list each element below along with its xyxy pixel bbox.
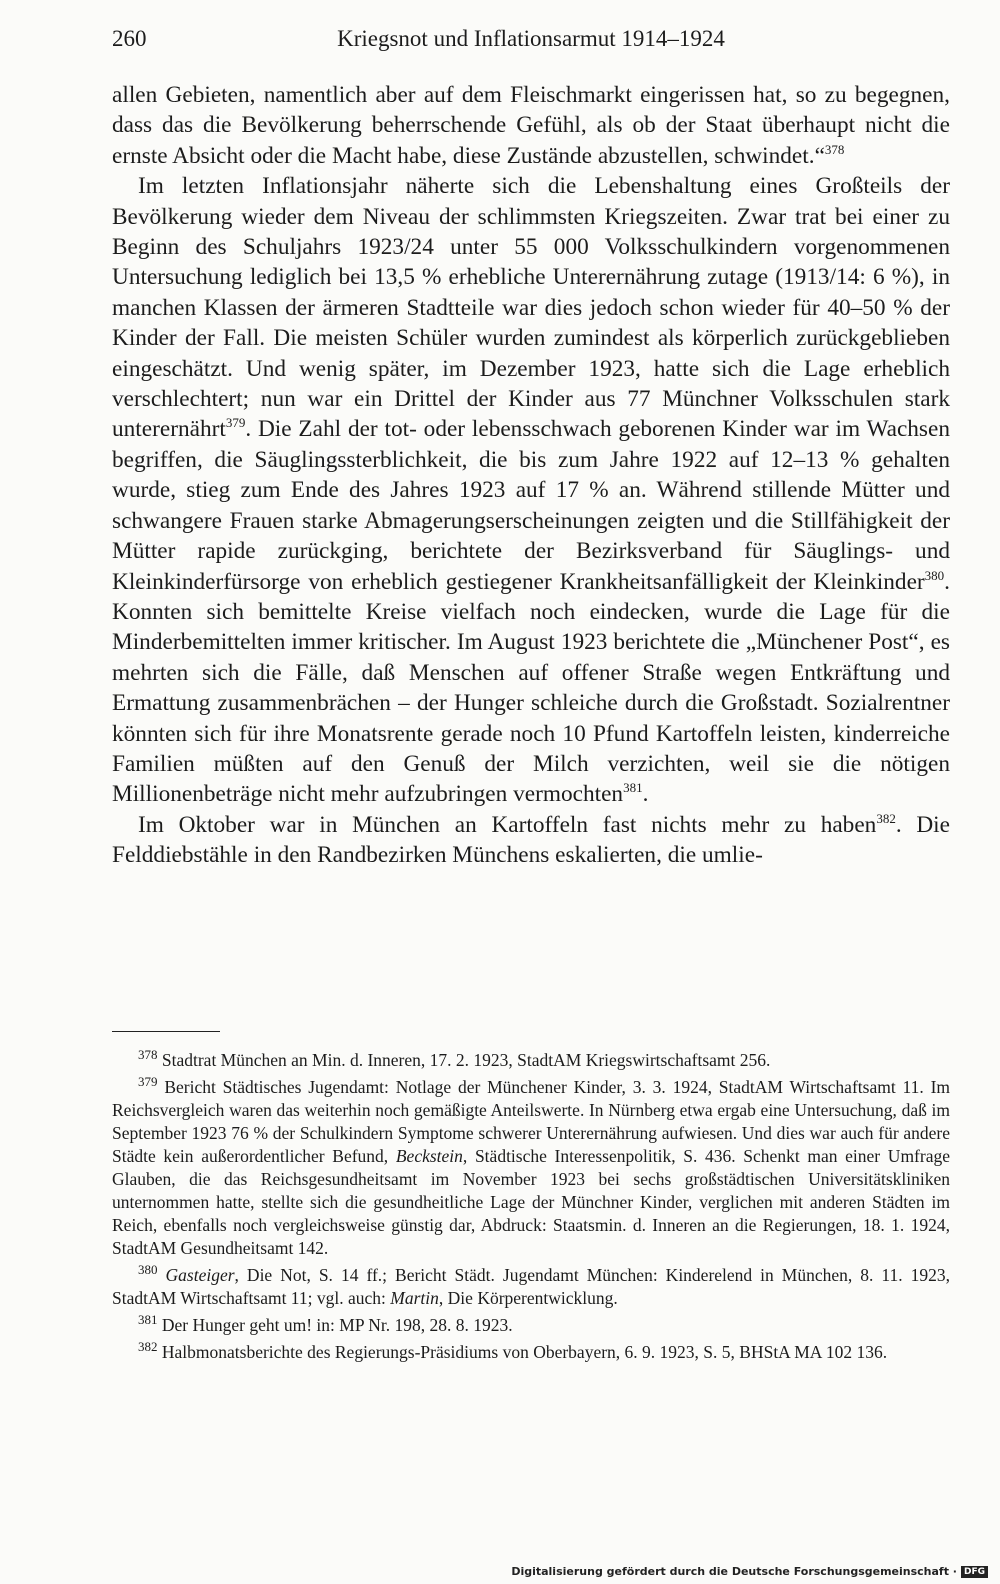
footnote-author: Beckstein (395, 1146, 463, 1166)
paragraph-2-text-c: . Konnten sich bemittelte Kreise vielfach noch eindecken, wurde die Lage für die Minderbemittelten immer kritischer. Im August 1923 berichtete die „Münchener Post“, es mehrten sich die Fälle, daß Menschen auf offener Straße wegen Entkräftung und Ermattung zusammenbrächen – der Hunger schleiche durch die Großstadt. Sozialrentner könnten sich für ihre Monatsrente gerade noch 10 Pfund Kartoffeln leisten, kinderreiche Familien müßten auf den Genuß der Milch verzichten, weil sie die nötigen Millionenbeträge nicht mehr aufzubringen vermochten (112, 568, 950, 808)
footnote-ref-378[interactable]: 378 (824, 142, 845, 158)
footnote-ref-381[interactable]: 381 (623, 780, 643, 796)
paragraph-3-text-b: . Die Felddiebstähle in den Randbezirken Münchens eskalierten, die umlie- (112, 811, 950, 869)
paragraph-2 (112, 171, 950, 810)
paragraph-1 (112, 80, 950, 171)
footnote-text: , Die Körperentwicklung. (438, 1288, 618, 1308)
paragraph-1-text: allen Gebieten, namentlich aber auf dem Fleischmarkt eingerissen hat, so zu begegnen, dass das die Bevölkerung beherrschende Gefühl, als ob der Staat überhaupt nicht die ernste Absicht oder die Macht habe, diese Zustände abzustellen, schwindet.“ (112, 82, 950, 169)
footnote-text: Der Hunger geht um! in: MP Nr. 198, 28. 8. 1923. (161, 1315, 513, 1335)
footnote-380 (112, 1264, 950, 1310)
footnote-ref-379[interactable]: 379 (225, 415, 246, 431)
footnote-ref-382[interactable]: 382 (876, 810, 896, 826)
footnote-number: 382 (138, 1339, 158, 1355)
footnote-ref-380[interactable]: 380 (924, 567, 945, 583)
footnote-number: 380 (138, 1262, 158, 1278)
page-header (112, 26, 950, 62)
footer-text: Digitalisierung gefördert durch die Deutsche Forschungsgemeinschaft · (511, 1565, 957, 1578)
footnote-author: Martin (390, 1288, 439, 1308)
digitization-footer (511, 1565, 988, 1578)
footnote-text: , Städtische Interessenpolitik, S. 436. Schenkt man einer Umfrage Glauben, die das Reichsgesundheitsamt im November 1923 bei sechs großstädtischen Universitätskliniken unternommen hatte, stellte sich die gesundheitliche Lage der Münchner Kinder, verglichen mit anderen Städten im Reich, ebenfalls noch vergleichsweise günstig dar, Abdruck: Staatsmin. d. Inneren an die Regierungen, 18. 1. 1924, StadtAM Gesundheitsamt 142. (112, 1146, 950, 1258)
dfg-logo: DFG (961, 1566, 988, 1578)
footnote-378 (112, 1049, 950, 1072)
footnote-text: , Die Not, S. 14 ff.; Bericht Städt. Jugendamt München: Kinderelend in München, 8. 11. 1923, StadtAM Wirtschaftsamt 11; vgl. auch: (112, 1265, 951, 1308)
footnote-author: Gasteiger (165, 1265, 235, 1285)
paragraph-2-text-b: . Die Zahl der tot- oder lebensschwach geborenen Kinder war im Wachsen begriffen, die Säuglingssterblichkeit, die bis zum Jahre 1922 auf 12–13 % gehalten wurde, stieg zum Ende des Jahres 1923 auf 17 % an. Während stillende Mütter und schwangere Frauen starke Abmagerungserscheinungen zeigten und die Stillfähigkeit der Mütter rapide zurückging, berichtete der Bezirksverband für Säuglings- und Kleinkinderfürsorge von erheblich gestiegener Krankheitsanfälligkeit der Kleinkinder (112, 416, 950, 595)
paragraph-2-text-a: Im letzten Inflationsjahr näherte sich die Lebenshaltung eines Großteils der Bevölkerung wieder dem Niveau der schlimmsten Kriegszeiten. Zwar trat bei einer zu Beginn des Schuljahrs 1923/24 unter 55 000 Volksschulkindern vorgenommenen Untersuchung lediglich bei 13,5 % erhebliche Unterernährung zutage (1913/14: 6 %), in manchen Klassen der ärmeren Stadtteile war dies jedoch schon wieder für 40–50 % der Kinder der Fall. Die meisten Schüler wurden zumindest als körperlich zurückgeblieben eingeschätzt. Und wenig später, im Dezember 1923, hatte sich die Lage erheblich verschlechtert; nun war ein Drittel der Kinder aus 77 Münchner Volksschulen stark unterernährt (112, 173, 950, 443)
page-number: 260 (112, 26, 147, 51)
running-title: Kriegsnot und Inflationsarmut 1914–1924 (337, 26, 725, 51)
footnote-number: 381 (138, 1312, 158, 1328)
paragraph-3-text-a: Im Oktober war in München an Kartoffeln fast nichts mehr zu haben (138, 811, 877, 838)
paragraph-2-text-d: . (642, 781, 649, 808)
main-text (112, 80, 950, 871)
footnote-number: 378 (138, 1047, 158, 1063)
footnote-381 (112, 1314, 950, 1337)
footnote-text: Bericht Städtisches Jugendamt: Notlage der Münchener Kinder, 3. 3. 1924, StadtAM Wirtschaftsamt 11. Im Reichsvergleich waren das weiterhin noch gemäßigte Anteilswerte. In Nürnberg etwa ergab eine Untersuchung, daß im September 1923 76 % der Schulkindern Symptome schwerer Unterernährung aufwiesen. Und dies war auch für andere Städte kein außerordentlicher Befund, (112, 1077, 951, 1166)
footnote-379 (112, 1076, 950, 1260)
footnote-text: Stadtrat München an Min. d. Inneren, 17. 2. 1923, StadtAM Kriegswirtschaftsamt 256. (161, 1050, 771, 1070)
footnotes (112, 1049, 950, 1368)
paragraph-3 (112, 810, 950, 871)
footnote-number: 379 (138, 1074, 158, 1090)
footnote-separator (112, 1031, 220, 1032)
footnote-382 (112, 1341, 950, 1364)
footnote-text: Halbmonatsberichte des Regierungs-Präsidiums von Oberbayern, 6. 9. 1923, S. 5, BHStA MA 102 136. (161, 1342, 888, 1362)
